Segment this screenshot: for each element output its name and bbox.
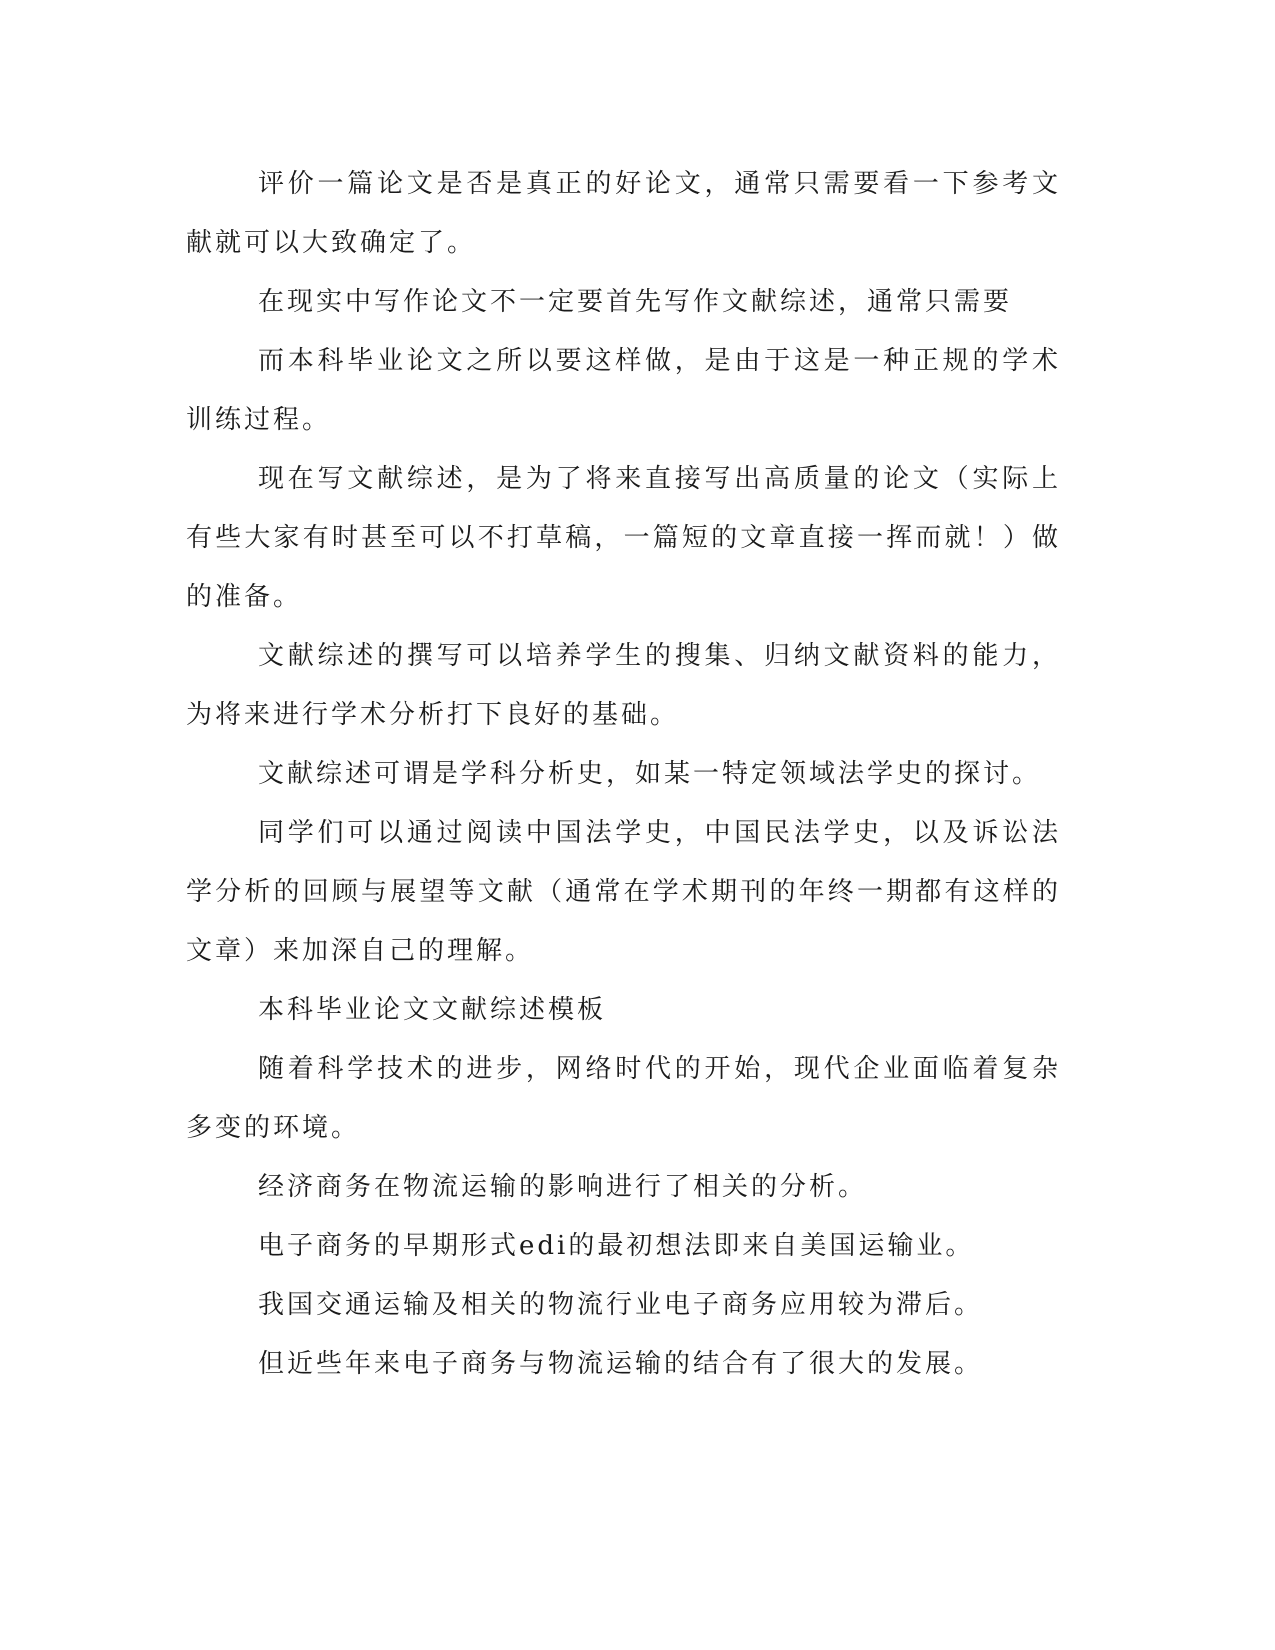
section-title: 本科毕业论文文献综述模板 [258, 995, 607, 1025]
paragraph-1: 评价一篇论文是否是真正的好论文，通常只需要看一下参考文献就可以大致确定了。 [186, 169, 1061, 258]
paragraph-11: 电子商务的早期形式edi的最初想法即来自美国运输业。 [258, 1231, 975, 1261]
paragraph-4: 现在写文献综述，是为了将来直接写出高质量的论文（实际上有些大家有时甚至可以不打草稿，一篇短的文章直接一挥而就！）做的准备。 [186, 464, 1061, 612]
paragraph-5: 文献综述的撰写可以培养学生的搜集、归纳文献资料的能力，为将来进行学术分析打下良好的基础。 [186, 641, 1061, 730]
paragraph-3: 而本科毕业论文之所以要这样做，是由于这是一种正规的学术训练过程。 [186, 346, 1061, 435]
paragraph-9: 随着科学技术的进步，网络时代的开始，现代企业面临着复杂多变的环境。 [186, 1054, 1061, 1143]
paragraph-6: 文献综述可谓是学科分析史，如某一特定领域法学史的探讨。 [258, 759, 1042, 789]
paragraph-12: 我国交通运输及相关的物流行业电子商务应用较为滞后。 [258, 1290, 984, 1320]
paragraph-2: 在现实中写作论文不一定要首先写作文献综述，通常只需要 [258, 287, 1013, 317]
paragraph-10: 经济商务在物流运输的影响进行了相关的分析。 [258, 1172, 868, 1202]
document-body [186, 155, 1061, 1394]
paragraph-13: 但近些年来电子商务与物流运输的结合有了很大的发展。 [258, 1349, 984, 1379]
paragraph-7: 同学们可以通过阅读中国法学史，中国民法学史，以及诉讼法学分析的回顾与展望等文献（通常在学术期刊的年终一期都有这样的文章）来加深自己的理解。 [186, 818, 1061, 966]
